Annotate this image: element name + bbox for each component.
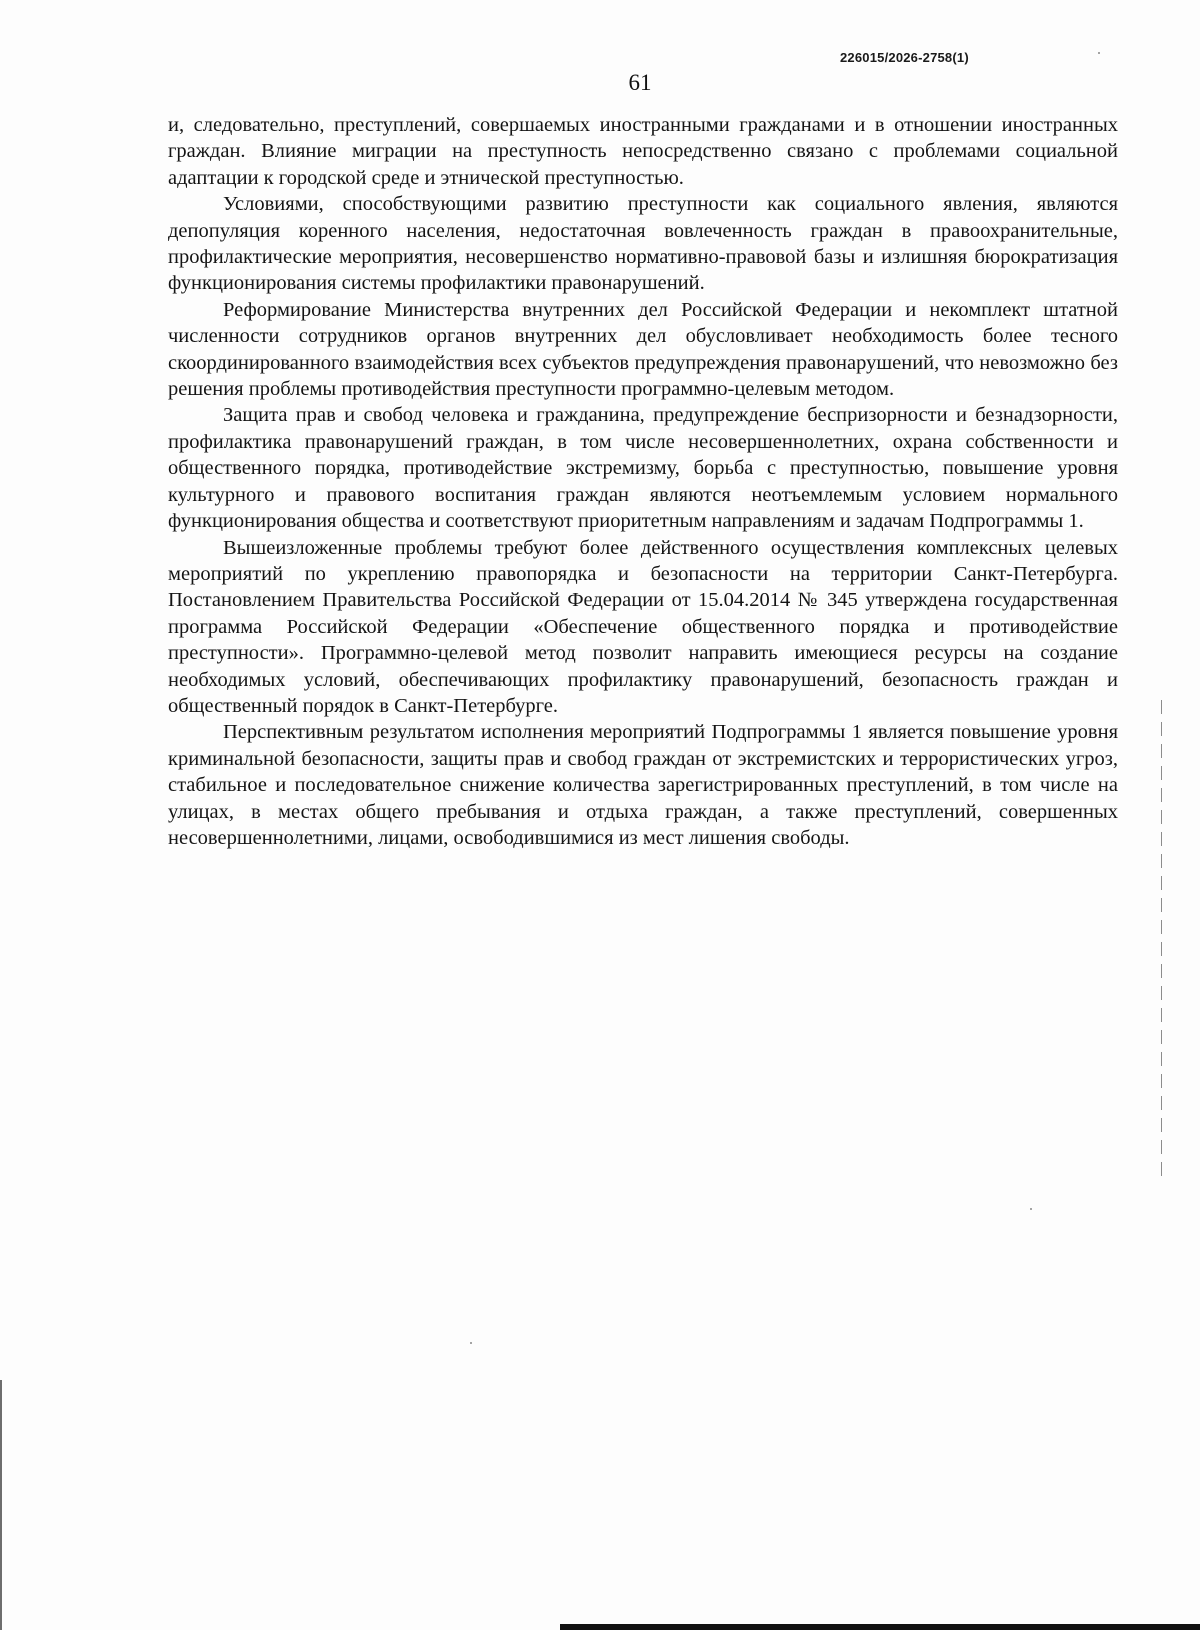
paragraph-5: Вышеизложенные проблемы требуют более действенного осуществления комплексных целевых мероприятий по укреплению правопорядка и безопасности на территории Санкт-Петербурга. Постановлением Правительства Российской Федерации от 15.04.2014 № 345 утверждена государственная программа Российской Федерации «Обеспечение общественного порядка и противодействие преступности». Программно-целевой метод позволит направить имеющиеся ресурсы на создание необходимых условий, обеспечивающих профилактику правонарушений, безопасность граждан и общественный порядок в Санкт-Петербурге. bbox=[168, 536, 1118, 717]
document-registration-number: 226015/2026-2758(1) bbox=[840, 50, 969, 65]
paragraph-2: Условиями, способствующими развитию преступности как социального явления, являются депопуляция коренного населения, недостаточная вовлеченность граждан в правоохранительные, профилактические мероприятия, несовершенство нормативно-правовой базы и излишняя бюрократизация функционирования системы профилактики правонарушений. bbox=[168, 193, 1118, 295]
paragraph-1: и, следовательно, преступлений, совершаемых иностранными гражданами и в отношении иностранных граждан. Влияние миграции на преступность непосредственно связано с проблемами социальной адаптации к городской среде и этнической преступностью. bbox=[168, 114, 1118, 189]
scan-edge-mark-right bbox=[1161, 700, 1162, 1180]
scan-edge-mark-left bbox=[0, 1380, 2, 1630]
page-number: 61 bbox=[628, 70, 652, 95]
paragraph-4: Защита прав и свобод человека и гражданина, предупреждение беспризорности и безнадзорности, профилактика правонарушений граждан, в том числе несовершеннолетних, охрана собственности и общественного порядка, противодействие экстремизму, борьба с преступностью, повышение уровня культурного и правового воспитания граждан являются неотъемлемым условием нормального функционирования общества и соответствуют приоритетным направлениям и задачам Подпрограммы 1. bbox=[168, 404, 1118, 533]
paragraph-6: Перспективным результатом исполнения мероприятий Подпрограммы 1 является повышение уровня криминальной безопасности, защиты прав и свобод граждан от экстремистских и террористических угроз, стабильное и последовательное снижение количества зарегистрированных преступлений, в том числе на улицах, в местах общего пребывания и отдыха граждан, а также преступлений, совершенных несовершеннолетними, лицами, освободившимися из мест лишения свободы. bbox=[168, 721, 1118, 849]
scan-dust-dot bbox=[1030, 1208, 1032, 1210]
document-body bbox=[168, 112, 1118, 851]
scan-dust-dot bbox=[470, 1342, 472, 1344]
scan-dust-dot bbox=[1098, 52, 1100, 54]
paragraph-3: Реформирование Министерства внутренних дел Российской Федерации и некомплект штатной численности сотрудников органов внутренних дел обусловливает необходимость более тесного скоординированного взаимодействия всех субъектов предупреждения правонарушений, что невозможно без решения проблемы противодействия преступности программно-целевым методом. bbox=[168, 298, 1118, 401]
scan-bottom-bar bbox=[560, 1624, 1200, 1630]
